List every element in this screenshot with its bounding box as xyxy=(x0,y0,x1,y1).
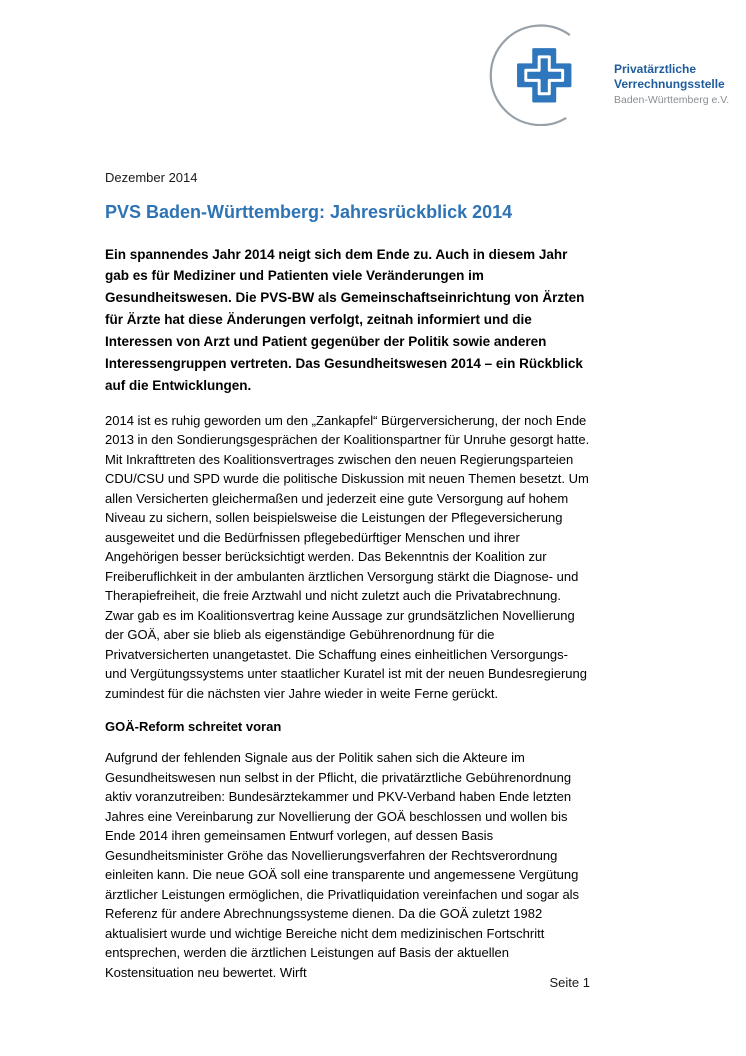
logo xyxy=(486,20,729,126)
document-date: Dezember 2014 xyxy=(105,170,198,185)
section-heading-goa-reform: GOÄ-Reform schreitet voran xyxy=(105,719,282,735)
page-number: Seite 1 xyxy=(549,975,590,990)
body-paragraph-2: Aufgrund der fehlenden Signale aus der Politik sahen sich die Akteure im Gesundheitswesen nun selbst in der Pflicht, die privatärztliche Gebührenordnung aktiv voranzutreiben: Bundesärztekammer und PKV-Verband haben Ende letzten Jahres eine Vereinbarung zur Novellierung der GOÄ beschlossen und wollen bis Ende 2014 ihren gemeinsamen Entwurf vorlegen, auf dessen Basis Gesundheitsminister Gröhe das Novellierungsverfahren der Rechtsverordnung einleiten kann. Die neue GOÄ soll eine transparente und angemessene Vergütung ärztlicher Leistungen ermöglichen, die Privatliquidation vereinfachen und sogar als Referenz für andere Abrechnungssysteme dienen. Da die GOÄ zuletzt 1982 aktualisiert wurde und wichtige Bereiche nicht dem medizinischen Fortschritt entsprechen, werden die ärztlichen Leistungen auf Basis der aktuellen Kostensituation neu bewertet. Wirft xyxy=(105,750,580,980)
logo-org-line1: Privatärztliche xyxy=(614,62,697,76)
logo-org-line2: Verrechnungsstelle xyxy=(614,77,725,92)
intro-paragraph: Ein spannendes Jahr 2014 neigt sich dem Ende zu. Auch in diesem Jahr gab es für Mediziner und Patienten viele Veränderungen im Gesundheitswesen. Die PVS-BW als Gemeinschaftseinrichtung von Ärzten für Ärzte hat diese Änderungen verfolgt, zeitnah informiert und die Interessen von Arzt und Patient gegenüber der Politik sowie anderen Interessengruppen vertreten. Das Gesundheitswesen 2014 – ein Rückblick auf die Entwicklungen. xyxy=(105,246,585,393)
document-title: PVS Baden-Württemberg: Jahresrückblick 2014 xyxy=(105,202,513,222)
document-content xyxy=(105,170,592,998)
body-paragraph-1: 2014 ist es ruhig geworden um den „Zankapfel“ Bürgerversicherung, der noch Ende 2013 in den Sondierungsgesprächen der Koalitionspartner für Unruhe gesorgt hatte. Mit Inkrafttreten des Koalitionsvertrages zwischen den neuen Regierungsparteien CDU/CSU und SPD wurde die politische Diskussion mit neuen Themen besetzt. Um allen Versicherten gleichermaßen und jederzeit eine gute Versorgung auf hohem Niveau zu sichern, sollen beispielsweise die Leistungen der Pflegeversicherung ausgeweitet und die Bedürfnissen pflegebedürftiger Menschen und ihrer Angehörigen besser berücksichtigt werden. Das Bekenntnis der Koalition zur Freiberuflichkeit in der ambulanten ärztlichen Versorgung stärkt die Diagnose- und Therapiefreiheit, die freie Arztwahl und nicht zuletzt auch die Privatabrechnung. Zwar gab es im Koalitionsvertrag keine Aussage zur grundsätzlichen Novellierung der GOÄ, aber sie blieb als eigenständige Gebührenordnung für die Privatversicherten unangetastet. Die Schaffung eines einheitlichen Versorgungs- und Vergütungssystems unter staatlicher Kuratel ist mit der neuen Bundesregierung zumindest für die nächsten vier Jahre wieder in weite Ferne gerückt. xyxy=(105,412,590,701)
pvs-cross-swoosh-icon xyxy=(486,20,608,126)
logo-org-line3: Baden-Württemberg e.V. xyxy=(614,93,730,106)
logo-text xyxy=(614,62,729,107)
